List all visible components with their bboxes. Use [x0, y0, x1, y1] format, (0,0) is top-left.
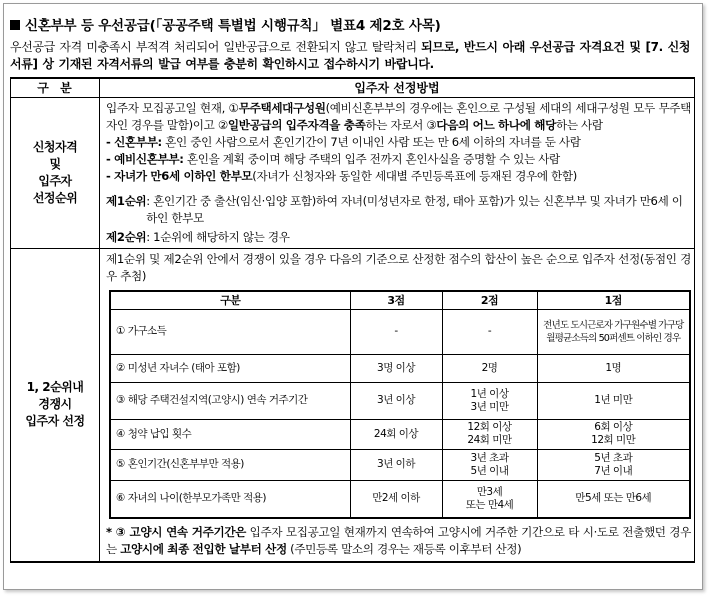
note-emphasis: 되므로, 반드시 아래 우선공급 자격요건 및 [7. 신청서류] 상 기재된 자격서류의 발급 여부를 충분히 확인하시고 접수하시기 바랍니다. [10, 40, 691, 71]
score-header-3pt: 3점 [350, 291, 442, 310]
score-header-category: 구분 [110, 291, 350, 310]
header-category: 구 분 [11, 78, 100, 97]
score-header-2pt: 2점 [442, 291, 537, 310]
warning-note [10, 39, 700, 73]
residence-footnote: * ③ 고양시 연속 거주기간은 입주자 모집공고일 현재까지 연속하여 고양시에 거주한 기간으로 타 시·도로 전출했던 경우는 고양시에 최종 전입한 날부터 산정 (주민등록 말소의 경우는 재등록 이후부터 산정) [106, 525, 692, 556]
rank-1: 제1순위 : 혼인기간 중 출산(임신·입양 포함)하여 자녀(미성년자로 한정, 태아 포함)가 있는 신혼부부 및 자녀가 만6세 이하인 한부모 [106, 193, 683, 225]
score-row: ① 가구소득 - - 전년도 도시근로자 가구원수별 가구당 월평균소득의 50퍼센트 이하인 경우 [110, 309, 690, 354]
score-header-1pt: 1점 [537, 291, 690, 310]
section-heading [10, 14, 441, 34]
score-table [109, 290, 691, 520]
section-title: 신혼부부 등 우선공급(「공공주택 특별법 시행규칙」 별표4 제2호 사목) [25, 18, 441, 34]
eligibility-paragraph: 입주자 모집공고일 현재, ①무주택세대구성원(예비신혼부부의 경우에는 혼인으로 구성될 세대의 세대구성원 모두 무주택자인 경우를 말함)이고 ②일반공급의 입주자격을 충족하는 자로서 ③다음의 어느 하나에 해당하는 사람 [106, 100, 692, 132]
bullet-newlyweds: - 신혼부부: 혼인 중인 사람으로서 혼인기간이 7년 이내인 사람 또는 만 6세 이하의 자녀를 둔 사람 [106, 134, 581, 149]
competition-intro: 제1순위 및 제2순위 안에서 경쟁이 있을 경우 다음의 기준으로 산정한 점수의 합산이 높은 순으로 입주자 선정(동점인 경우 추첨) [106, 251, 691, 283]
bullet-single-parent: - 자녀가 만6세 이하인 한부모(자녀가 신청자와 동일한 세대별 주민등록표에 등재된 경우에 한함) [106, 168, 577, 183]
row-label-competition: 1, 2순위내 경쟁시 입주자 선정 [11, 248, 100, 562]
score-row: ⑤ 혼인기간(신혼부부만 적용) 3년 이하 3년 초과 5년 이내 5년 초과 7년 이내 [110, 449, 690, 480]
header-method: 입주자 선정방법 [100, 78, 695, 97]
score-row: ③ 해당 주택건설지역(고양시) 연속 거주기간 3년 이상 1년 이상 3년 미만 1년 미만 [110, 382, 690, 419]
bullet-prospective-newlyweds: - 예비신혼부부: 혼인을 계획 중이며 해당 주택의 입주 전까지 혼인사실을 증명할 수 있는 사람 [106, 151, 560, 166]
score-row: ⑥ 자녀의 나이(한부모가족만 적용) 만2세 이하 만3세 또는 만4세 만5세 또는 만6세 [110, 480, 690, 518]
competition-content [100, 248, 695, 562]
score-row: ② 미성년 자녀수 (태아 포함) 3명 이상 2명 1명 [110, 354, 690, 382]
note-text: 우선공급 자격 미충족시 부적격 처리되어 일반공급으로 전환되지 않고 탈락처리 [10, 40, 422, 54]
score-row: ④ 청약 납입 횟수 24회 이상 12회 이상 24회 미만 6회 이상 12회 미만 [110, 419, 690, 449]
bullet-square-icon [10, 20, 20, 30]
selection-table [10, 77, 695, 563]
row-label-eligibility: 신청자격 및 입주자 선정순위 [11, 97, 100, 248]
rank-2: 제2순위 : 1순위에 해당하지 않는 경우 [106, 229, 290, 244]
eligibility-content [100, 97, 695, 248]
